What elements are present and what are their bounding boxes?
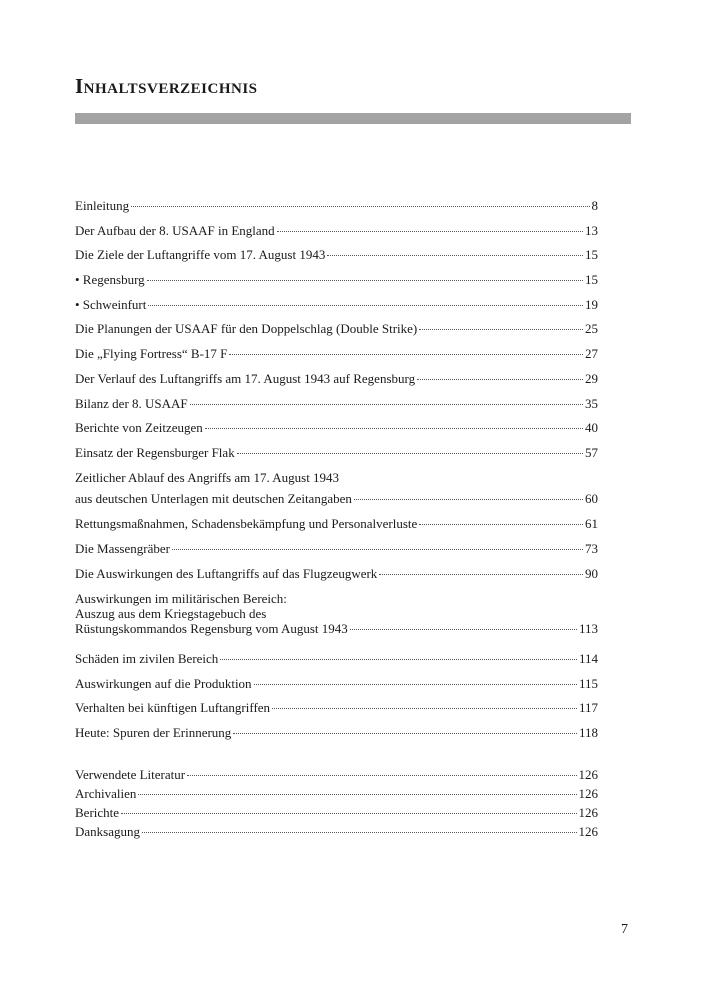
- toc-entry-page: 25: [585, 321, 598, 336]
- dot-leader: [277, 231, 583, 232]
- dot-leader: [233, 733, 577, 734]
- dot-leader: [254, 684, 577, 685]
- dot-leader: [190, 404, 583, 405]
- toc-entry-page: 90: [585, 566, 598, 581]
- toc-entry-page: 126: [578, 786, 598, 801]
- toc-entry-title: Rettungsmaßnahmen, Schadensbekämpfung und Personalverluste: [75, 516, 418, 531]
- dot-leader: [379, 574, 583, 575]
- dot-leader: [229, 354, 583, 355]
- dot-leader: [148, 305, 583, 306]
- toc-entry-page: 8: [591, 198, 598, 213]
- toc-entry-title: Danksagung: [75, 824, 140, 839]
- toc-entry-page: 118: [578, 725, 598, 740]
- toc-entry-page: 61: [585, 516, 598, 531]
- dot-leader: [187, 775, 576, 776]
- toc-entry-title-line: Auswirkungen im militärischen Bereich:: [75, 591, 287, 606]
- toc-entry-title: Die Auswirkungen des Luftangriffs auf das Flugzeugwerk: [75, 566, 378, 581]
- dot-leader: [237, 453, 583, 454]
- toc-entry[interactable]: [75, 676, 598, 691]
- toc-entry-title: aus deutschen Unterlagen mit deutschen Zeitangaben: [75, 491, 352, 506]
- toc-entry-page: 13: [585, 223, 598, 238]
- toc-entry-title: Archivalien: [75, 786, 137, 801]
- toc-entry[interactable]: [75, 297, 598, 312]
- toc-entry-title: Berichte von Zeitzeugen: [75, 420, 203, 435]
- toc-entry[interactable]: [75, 651, 598, 666]
- toc-entry-title: Die Massengräber: [75, 541, 170, 556]
- toc-entry-page: 126: [578, 805, 598, 820]
- toc-entry-page: 15: [585, 272, 598, 287]
- toc-entry[interactable]: [75, 591, 598, 636]
- title-rule: [75, 113, 631, 124]
- toc-entry[interactable]: [75, 272, 598, 287]
- toc-entry-page: 126: [578, 767, 598, 782]
- toc-entry[interactable]: [75, 321, 598, 336]
- toc-entry[interactable]: [75, 420, 598, 435]
- toc-entry-page: 27: [585, 346, 598, 361]
- dot-leader: [142, 832, 577, 833]
- toc-entry-page: 40: [585, 420, 598, 435]
- toc-entry-title: Die Ziele der Luftangriffe vom 17. August 1943: [75, 247, 326, 262]
- toc-entry-title-line: Zeitlicher Ablauf des Angriffs am 17. August 1943: [75, 470, 340, 485]
- dot-leader: [131, 206, 589, 207]
- toc-entry-page: 19: [585, 297, 598, 312]
- toc-entry[interactable]: [75, 805, 598, 820]
- toc-entry-title: Auswirkungen auf die Produktion: [75, 676, 252, 691]
- dot-leader: [205, 428, 583, 429]
- dot-leader: [419, 329, 583, 330]
- toc-entry-page: 73: [585, 541, 598, 556]
- toc-entry[interactable]: [75, 198, 598, 213]
- dot-leader: [272, 708, 577, 709]
- toc-entry[interactable]: [75, 223, 598, 238]
- dot-leader: [419, 524, 583, 525]
- toc-entry[interactable]: [75, 725, 598, 740]
- dot-leader: [172, 549, 583, 550]
- page-title: Inhaltsverzeichnis: [75, 74, 258, 98]
- toc-entry-page: 29: [585, 371, 598, 386]
- toc-entry-title: Schäden im zivilen Bereich: [75, 651, 219, 666]
- toc-entry[interactable]: [75, 470, 598, 506]
- toc-entry-page: 15: [585, 247, 598, 262]
- toc-entry-page: 60: [585, 491, 598, 506]
- toc-entry[interactable]: [75, 566, 598, 581]
- toc-entry-title: Der Aufbau der 8. USAAF in England: [75, 223, 275, 238]
- dot-leader: [220, 659, 577, 660]
- toc-entry-page: 114: [578, 651, 598, 666]
- toc-entry[interactable]: [75, 516, 598, 531]
- toc-entry-title: Der Verlauf des Luftangriffs am 17. August 1943 auf Regensburg: [75, 371, 416, 386]
- page-number: 7: [621, 922, 628, 937]
- toc-entry[interactable]: [75, 700, 598, 715]
- dot-leader: [350, 629, 577, 630]
- toc-entry-title: Berichte: [75, 805, 120, 820]
- toc-entry-title: Bilanz der 8. USAAF: [75, 396, 188, 411]
- toc-entry-title: Einsatz der Regensburger Flak: [75, 445, 235, 460]
- toc-entry[interactable]: [75, 541, 598, 556]
- toc-entry-page: 115: [578, 676, 598, 691]
- dot-leader: [327, 255, 583, 256]
- dot-leader: [417, 379, 583, 380]
- toc-entry-page: 57: [585, 445, 598, 460]
- toc-entry-title: Rüstungskommandos Regensburg vom August 1943: [75, 621, 348, 636]
- toc-entry[interactable]: [75, 445, 598, 460]
- toc-entry[interactable]: [75, 247, 598, 262]
- toc-entry[interactable]: [75, 824, 598, 839]
- toc-entry-title: • Schweinfurt: [75, 297, 147, 312]
- toc-entry-title: Verhalten bei künftigen Luftangriffen: [75, 700, 271, 715]
- toc-entry-title: Verwendete Literatur: [75, 767, 186, 782]
- dot-leader: [354, 499, 583, 500]
- dot-leader: [138, 794, 576, 795]
- dot-leader: [121, 813, 576, 814]
- toc-entry-title-line: Auszug aus dem Kriegstagebuch des: [75, 606, 267, 621]
- toc-entry[interactable]: [75, 346, 598, 361]
- toc-entry-page: 126: [578, 824, 598, 839]
- toc-entry-title: Die Planungen der USAAF für den Doppelschlag (Double Strike): [75, 321, 418, 336]
- toc-entry-title: Einleitung: [75, 198, 130, 213]
- toc-entry-title: Die „Flying Fortress“ B-17 F: [75, 346, 228, 361]
- toc-entry[interactable]: [75, 371, 598, 386]
- toc-entry-page: 113: [578, 621, 598, 636]
- toc-entry[interactable]: [75, 786, 598, 801]
- dot-leader: [147, 280, 583, 281]
- toc-entry[interactable]: [75, 396, 598, 411]
- toc-entry-page: 117: [578, 700, 598, 715]
- toc-entry-page: 35: [585, 396, 598, 411]
- toc-entry-title: • Regensburg: [75, 272, 145, 287]
- toc-entry-title: Heute: Spuren der Erinnerung: [75, 725, 232, 740]
- toc-entry[interactable]: [75, 767, 598, 782]
